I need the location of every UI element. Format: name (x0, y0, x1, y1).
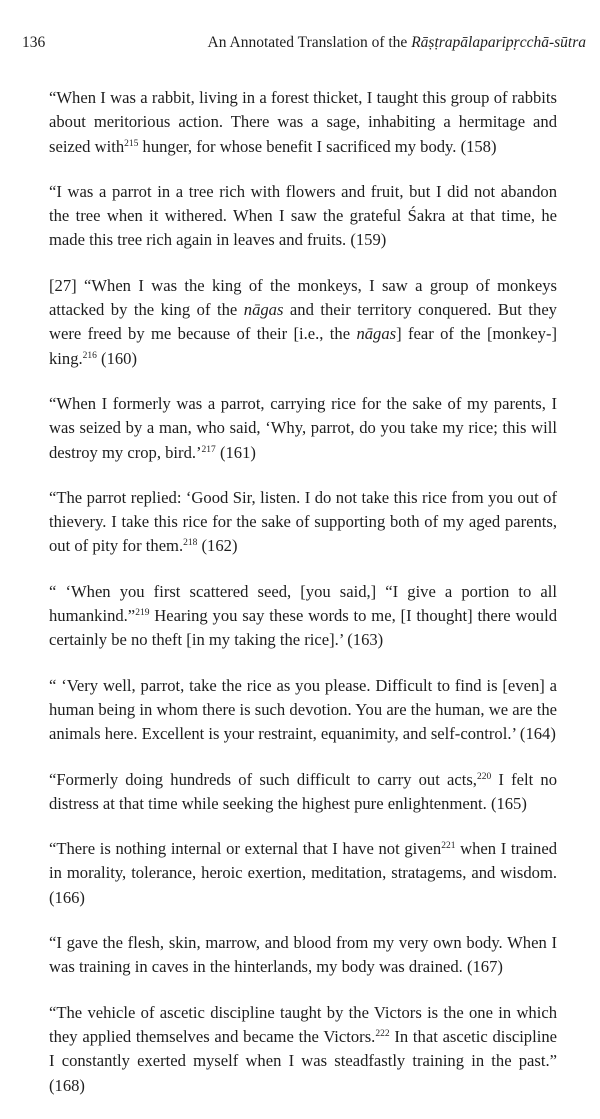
text-run: “When I formerly was a parrot, carrying rice for the sake of my parents, I was seized by a man, who said, ‘Why, parrot, do you take my rice; this will destroy my crop, bird.’ (49, 393, 557, 462)
running-title-text: An Annotated Translation of the (207, 34, 412, 51)
footnote-marker: 215 (124, 138, 139, 149)
text-run: “I was a parrot in a tree rich with flowers and fruit, but I did not abandon the tree when it withered. When I saw the grateful Śakra at that time, he made this tree rich again in leaves and fruits. (159) (49, 181, 557, 250)
text-run: “ ‘When you first scattered seed, [you said,] “I give a portion to all humankind.” (49, 581, 557, 626)
text-run: and their territory conquered. But they were freed by me because of their [i.e., the (49, 300, 557, 344)
running-header (22, 34, 586, 58)
text-run: “The parrot replied: ‘Good Sir, listen. I do not take this rice from you out of thievery. I take this rice for the sake of supporting both of my aged parents, out of pity for them. (49, 487, 557, 556)
text-run: “When I was a rabbit, living in a forest thicket, I taught this group of rabbits about meritorious action. There was a sage, inhabiting a hermitage and seized with (49, 88, 557, 156)
footnote-marker: 217 (201, 444, 216, 455)
verse-paragraph (49, 1001, 557, 1098)
verse-paragraph (49, 768, 557, 817)
italic-term: nāgas (243, 300, 284, 320)
footnote-marker: 222 (375, 1028, 390, 1039)
verse-paragraph (49, 580, 557, 653)
text-run: “The vehicle of ascetic discipline taught by the Victors is the one in which they applied themselves and became the Victors. (49, 1002, 557, 1046)
text-run: “ ‘Very well, parrot, take the rice as you please. Difficult to find is [even] a human being in whom there is such devotion. You are the human, we are the animals here. Excellent is your restraint, equanimity, and self-control.’ (164) (49, 675, 557, 744)
running-title-sutra: Rāṣṭrapālaparipṛcchā-sūtra (411, 34, 586, 51)
footnote-marker: 219 (135, 608, 150, 619)
text-run: (160) (96, 348, 137, 368)
text-run: I felt no distress at that time while seeking the highest pure enlightenment. (165) (49, 769, 557, 813)
running-title (208, 34, 586, 52)
footnote-marker: 216 (82, 350, 97, 361)
verse-paragraph (49, 837, 557, 910)
verse-paragraph (49, 674, 557, 747)
verse-paragraph (49, 274, 557, 371)
page-number: 136 (22, 34, 46, 51)
verse-paragraph (49, 86, 557, 159)
text-run: Hearing you say these words to me, [I thought] there would certainly be no theft [in my taking the rice].’ (163) (49, 606, 557, 650)
text-run: In that ascetic discipline I constantly exerted myself when I was steadfastly training in the past.” (168) (49, 1026, 557, 1095)
verse-paragraph (49, 486, 557, 559)
footnote-marker: 221 (441, 841, 456, 852)
footnote-marker: 218 (183, 538, 198, 549)
text-run: “Formerly doing hundreds of such difficult to carry out acts, (49, 769, 477, 789)
text-run: hunger, for whose benefit I sacrificed my body. (158) (138, 136, 497, 156)
verse-paragraph (49, 392, 557, 465)
verse-paragraph (49, 931, 557, 980)
text-run: [27] “When I was the king of the monkeys, I saw a group of monkeys attacked by the king of the (49, 275, 557, 320)
text-run: ] fear of the [monkey-] king. (49, 324, 557, 368)
text-run: “I gave the flesh, skin, marrow, and blood from my very own body. When I was training in caves in the hinterlands, my body was drained. (167) (49, 933, 557, 977)
body-text (49, 86, 557, 1119)
italic-term: nāgas (356, 324, 397, 344)
text-run: “There is nothing internal or external that I have not given (49, 839, 442, 859)
text-run: when I trained in morality, tolerance, heroic exertion, meditation, stratagems, and wisdom. (166) (49, 839, 557, 907)
footnote-marker: 220 (476, 771, 492, 782)
verse-paragraph (49, 180, 557, 253)
text-run: (162) (197, 536, 238, 556)
text-run: (161) (215, 442, 256, 462)
